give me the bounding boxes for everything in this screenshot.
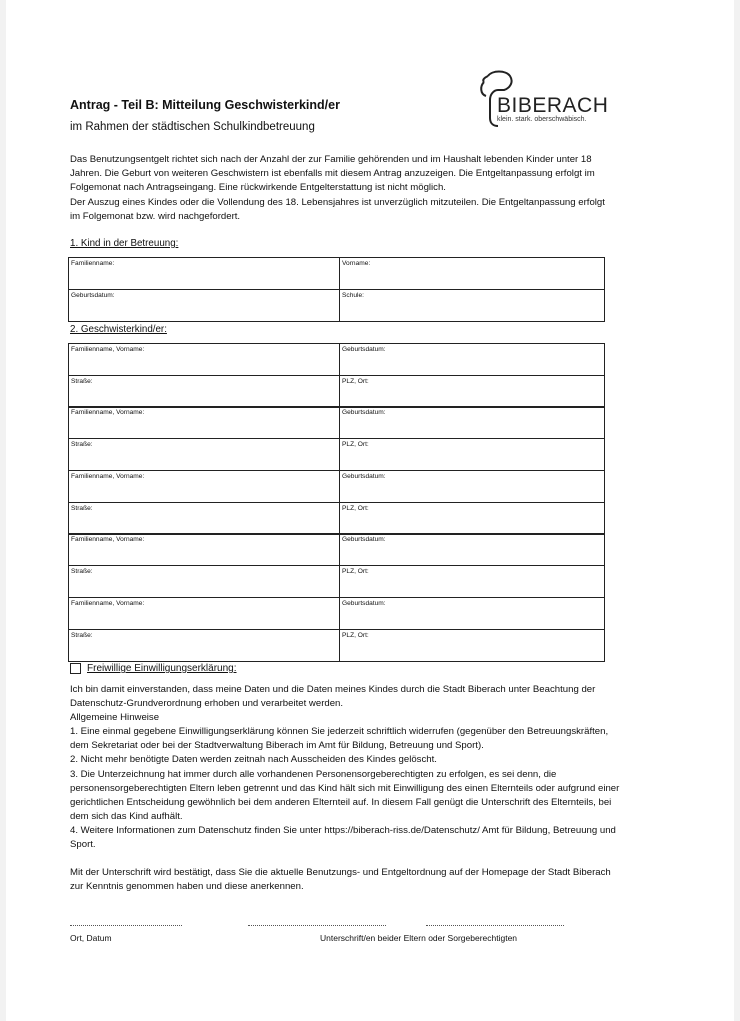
logo-tagline: klein. stark. oberschwäbisch.: [497, 116, 587, 123]
sibling-name-field[interactable]: Familienname, Vorname:: [69, 344, 340, 376]
consent-line: Allgemeine Hinweise: [70, 712, 160, 724]
section1-heading: 1. Kind in der Betreuung:: [70, 238, 179, 249]
consent-section: [70, 663, 620, 894]
child-firstname-field[interactable]: Vorname:: [340, 258, 605, 290]
place-date-line[interactable]: [70, 925, 182, 926]
consent-line: 1. Eine einmal gegebene Einwilligungserklärung können Sie jederzeit schriftlich widerrufen (gegenüber den Betreuungskräften, dem Sekretariat oder bei der Stadtverwaltung Biberach im Amt für Bildung, Betreuung und Sport).: [70, 726, 609, 752]
sibling-name-field[interactable]: Familienname, Vorname:: [69, 471, 340, 503]
sibling-street-field[interactable]: Straße:: [69, 439, 340, 471]
consent-line: 4. Weitere Informationen zum Datenschutz finden Sie unter https://biberach-riss.de/Datenschutz/ Amt für Bildung, Betreuung und Sport.: [70, 824, 616, 851]
sibling-birthdate-field[interactable]: Geburtsdatum:: [340, 598, 605, 630]
intro-paragraph: Das Benutzungsentgelt richtet sich nach der Anzahl der zur Familie gehörenden und im Haushalt lebenden Kinder unter 18 Jahren. Die Geburt von weiteren Geschwistern ist ebenfalls mit diesem Antrag anzuzeigen. Die Entgeltanpassung erfolgt im Folgemonat nach Antragseingang. Eine rückwirkende Entgelterstattung ist nicht möglich.: [70, 154, 595, 194]
intro-paragraph: Der Auszug eines Kindes oder die Vollendung des 18. Lebensjahres ist unverzüglich mitzuteilen. Die Entgeltanpassung erfolgt im Folgemonat bzw. wird nachgefordert.: [70, 196, 605, 222]
sibling-birthdate-field[interactable]: Geburtsdatum:: [340, 344, 605, 376]
sibling-city-field[interactable]: PLZ, Ort:: [340, 503, 605, 535]
consent-line: 3. Die Unterzeichnung hat immer durch alle vorhandenen Personensorgeberechtigten zu erfolgen, es sei denn, die personensorgeberechtigten Eltern leben getrennt und das Kind hält sich mit Einwilligung des einen Elternteils oder aufgrund einer gerichtlichen Entscheidung gewöhnlich bei dem anderen Elternteil auf. In diesem Fall genügt die Unterschrift des Elternteils, bei dem sich das Kind aufhält.: [70, 768, 620, 822]
sibling-street-field[interactable]: Straße:: [69, 503, 340, 535]
sibling-city-field[interactable]: PLZ, Ort:: [340, 376, 605, 408]
consent-heading: Freiwillige Einwilligungserklärung:: [87, 663, 237, 674]
sibling-birthdate-field[interactable]: Geburtsdatum:: [340, 534, 605, 566]
section2-heading: 2. Geschwisterkind/er:: [70, 324, 167, 335]
signature-label: Unterschrift/en beider Eltern oder Sorgeberechtigten: [320, 933, 518, 943]
sibling-name-field[interactable]: Familienname, Vorname:: [69, 598, 340, 630]
consent-body: [70, 683, 620, 894]
consent-line: Ich bin damit einverstanden, dass meine Daten und die Daten meines Kindes durch die Stadt Biberach unter Beachtung der Datenschutz-Grundverordnung erhoben und verarbeitet werden.: [70, 684, 596, 710]
logo-wordmark: BIBERACH: [497, 94, 609, 117]
intro-text: [70, 153, 615, 224]
sibling-form-table: [68, 597, 605, 662]
sibling-city-field[interactable]: PLZ, Ort:: [340, 566, 605, 598]
consent-line: 2. Nicht mehr benötigte Daten werden zeitnah nach Ausscheiden des Kindes gelöscht.: [70, 754, 437, 766]
child-birthdate-field[interactable]: Geburtsdatum:: [69, 290, 340, 322]
signature-line-2[interactable]: [426, 925, 564, 926]
sibling-form-table: [68, 470, 605, 535]
sibling-form-table: [68, 533, 605, 598]
document-title: Antrag - Teil B: Mitteilung Geschwisterkind/er: [70, 98, 340, 112]
sibling-birthdate-field[interactable]: Geburtsdatum:: [340, 407, 605, 439]
child-form-table: [68, 257, 605, 322]
place-date-label: Ort, Datum: [70, 933, 112, 943]
sibling-city-field[interactable]: PLZ, Ort:: [340, 630, 605, 662]
sibling-form-table: [68, 406, 605, 471]
signature-line-1[interactable]: [248, 925, 386, 926]
consent-checkbox[interactable]: [70, 663, 81, 674]
sibling-street-field[interactable]: Straße:: [69, 376, 340, 408]
sibling-city-field[interactable]: PLZ, Ort:: [340, 439, 605, 471]
document-subtitle: im Rahmen der städtischen Schulkindbetreuung: [70, 121, 315, 133]
document-page: [6, 0, 734, 1021]
sibling-birthdate-field[interactable]: Geburtsdatum:: [340, 471, 605, 503]
confirmation-text: Mit der Unterschrift wird bestätigt, dass Sie die aktuelle Benutzungs- und Entgeltordnung auf der Homepage der Stadt Biberach zur Kenntnis genommen haben und diese anerkennen.: [70, 867, 611, 893]
biberach-logo: [476, 68, 609, 128]
sibling-street-field[interactable]: Straße:: [69, 566, 340, 598]
consent-header: [70, 663, 620, 674]
child-school-field[interactable]: Schule:: [340, 290, 605, 322]
sibling-street-field[interactable]: Straße:: [69, 630, 340, 662]
child-lastname-field[interactable]: Familienname:: [69, 258, 340, 290]
sibling-name-field[interactable]: Familienname, Vorname:: [69, 534, 340, 566]
sibling-name-field[interactable]: Familienname, Vorname:: [69, 407, 340, 439]
sibling-form-table: [68, 343, 605, 408]
